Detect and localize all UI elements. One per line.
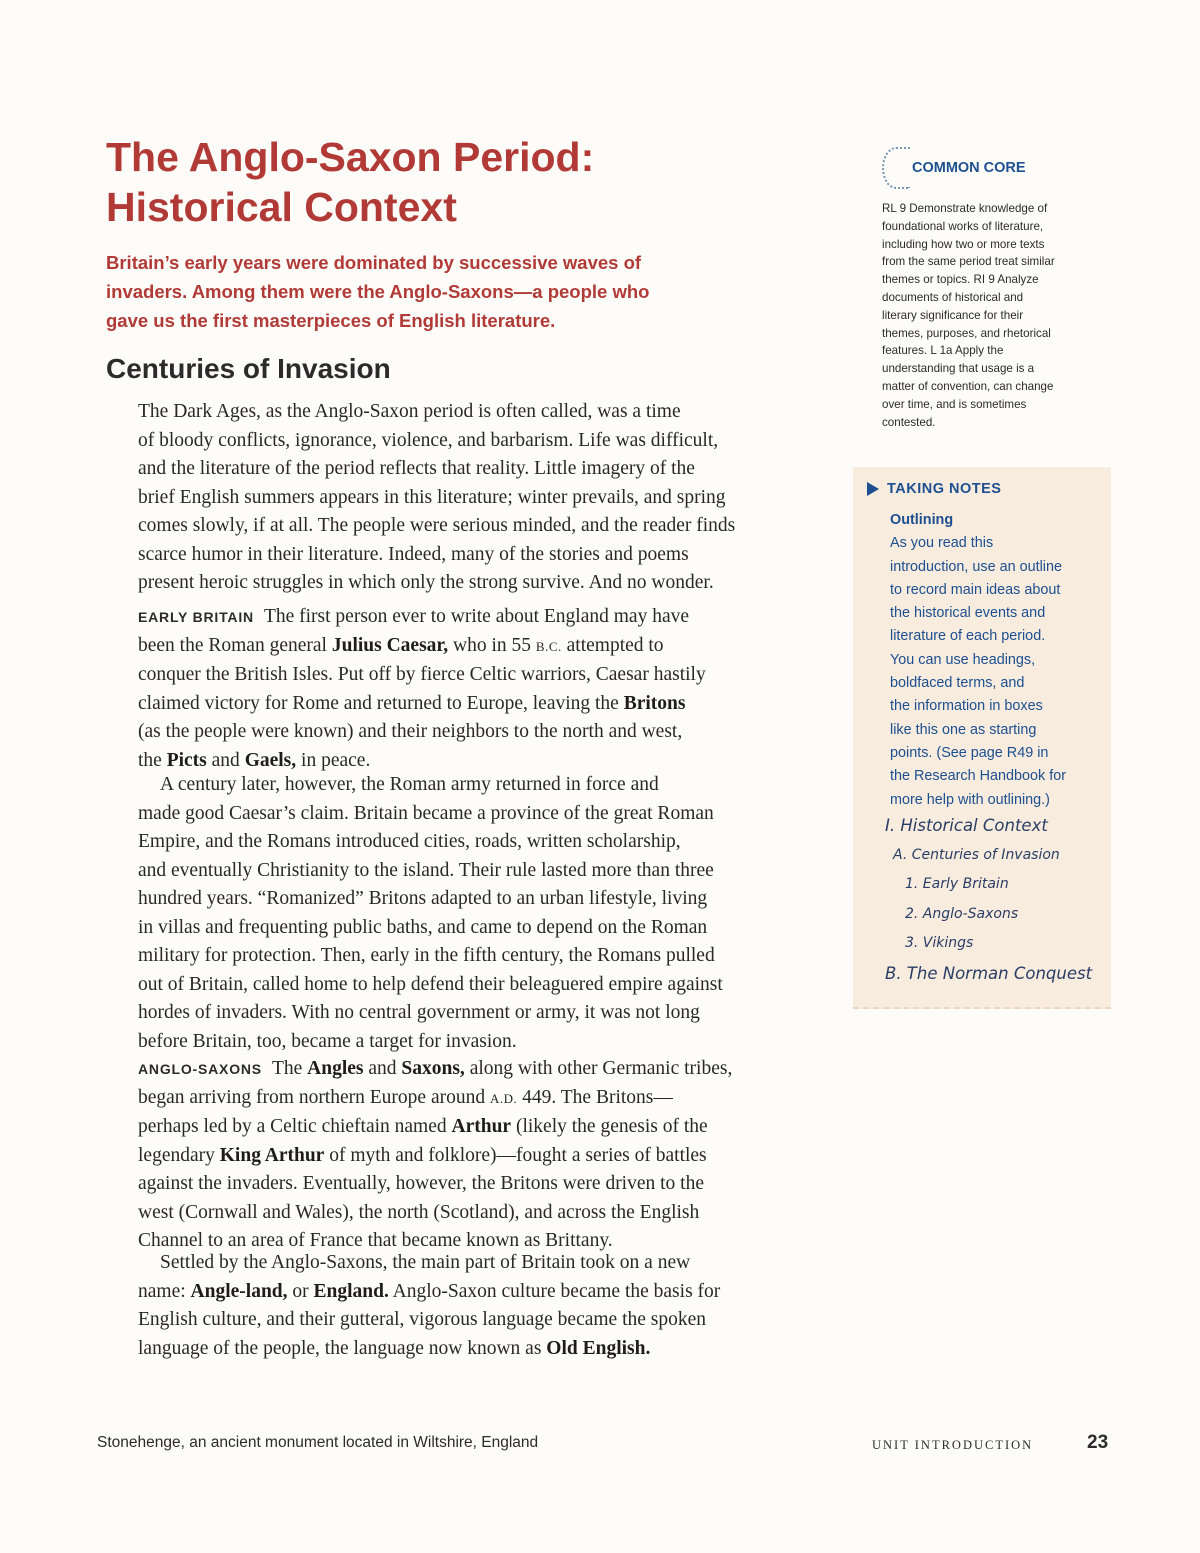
taking-notes-box — [853, 467, 1111, 1009]
text-run: The first person ever to write about England may have — [263, 606, 690, 627]
outline-item: A. Centuries of Invasion — [893, 846, 1060, 863]
paragraph-england — [138, 1249, 818, 1363]
standards-line: themes or topics. RI 9 Analyze — [882, 273, 1039, 287]
key-term: England. — [313, 1280, 389, 1302]
key-term: Angles — [307, 1058, 364, 1079]
run-in-heading: ANGLO-SAXONS — [138, 1061, 262, 1077]
era-abbrev: A.D. — [489, 1090, 518, 1106]
notes-line: points. (See page R49 in — [890, 744, 1049, 761]
key-term: Britons — [623, 692, 686, 714]
standards-line: from the same period treat similar — [882, 255, 1055, 269]
text-line — [138, 632, 818, 662]
text-run: began arriving from northern Europe around — [138, 1086, 490, 1108]
text-run: who in 55 — [448, 634, 536, 656]
common-core-header — [882, 146, 1102, 190]
text-line: present heroic struggles in which only the strong survive. And no wonder. — [138, 572, 714, 593]
text-line: hundred years. “Romanized” Britons adapted to an urban lifestyle, living — [138, 888, 708, 909]
text-line: (as the people were known) and their neighbors to the north and west, — [138, 721, 683, 742]
standards-line: understanding that usage is a — [882, 362, 1035, 376]
text-line: The Dark Ages, as the Anglo-Saxon period is often called, was a time — [138, 401, 681, 422]
text-line: and eventually Christianity to the island. Their rule lasted more than three — [138, 859, 714, 881]
standards-line: RL 9 Demonstrate knowledge of — [882, 202, 1048, 215]
text-run: The — [271, 1058, 308, 1079]
standards-line: documents of historical and — [882, 290, 1024, 304]
text-run: claimed victory for Rome and returned to Europe, leaving the — [138, 692, 624, 714]
outline-item: B. The Norman Conquest — [885, 963, 1093, 983]
text-line: Empire, and the Romans introduced cities, roads, written scholarship, — [138, 831, 681, 852]
notes-line: like this one as starting — [890, 721, 1037, 738]
text-line: in villas and frequenting public baths, and came to depend on the Roman — [138, 916, 708, 938]
key-term: Julius Caesar, — [331, 634, 449, 656]
text-run: and — [363, 1058, 402, 1079]
outline-item: 2. Anglo-Saxons — [905, 905, 1019, 922]
image-caption: Stonehenge, an ancient monument located in Wiltshire, England — [97, 1434, 539, 1451]
paragraph-roman-rule — [138, 771, 818, 1056]
text-line: against the invaders. Eventually, however, the Britons were driven to the — [138, 1173, 704, 1194]
text-run: of myth and folklore)—fought a series of battles — [324, 1144, 707, 1166]
text-run: attempted to — [561, 634, 664, 656]
notes-line: to record main ideas about — [890, 581, 1061, 598]
text-line: Settled by the Anglo-Saxons, the main part of Britain took on a new — [160, 1252, 691, 1273]
paragraph-early-britain — [138, 603, 818, 775]
text-line: made good Caesar’s claim. Britain became a province of the great Roman — [138, 802, 714, 824]
key-term: Arthur — [451, 1116, 512, 1137]
text-line: comes slowly, if at all. The people were serious minded, and the reader finds — [138, 515, 736, 536]
text-line: before Britain, too, became a target for invasion. — [138, 1030, 517, 1052]
intro-line: gave us the first masterpieces of English literature. — [106, 310, 556, 331]
intro-line: Britain’s early years were dominated by successive waves of — [106, 252, 642, 273]
text-run: Anglo-Saxon culture became the basis for — [388, 1280, 721, 1302]
unit-label: UNIT INTRODUCTION — [872, 1438, 1034, 1452]
intro-line: invaders. Among them were the Anglo-Saxons—a people who — [106, 281, 650, 302]
key-term: Gaels, — [244, 749, 297, 771]
text-run: or — [287, 1280, 314, 1302]
text-line: Channel to an area of France that became known as Brittany. — [138, 1230, 613, 1251]
text-line: and the literature of the period reflects that reality. Little imagery of the — [138, 458, 695, 479]
text-line — [138, 690, 818, 719]
page-number: 23 — [1087, 1432, 1109, 1453]
outline-item: I. Historical Context — [885, 816, 1048, 835]
text-line — [138, 1055, 818, 1084]
intro-deck — [106, 248, 746, 335]
standards-line: over time, and is sometimes — [882, 397, 1027, 411]
text-run: the — [138, 749, 167, 771]
text-line: English culture, and their gutteral, vigorous language became the spoken — [138, 1309, 707, 1330]
notes-line: the historical events and — [890, 605, 1046, 622]
text-line — [138, 1335, 818, 1364]
text-line: west (Cornwall and Wales), the north (Scotland), and across the English — [138, 1201, 700, 1223]
text-line: brief English summers appears in this literature; winter prevails, and spring — [138, 486, 726, 508]
play-arrow-icon — [867, 482, 879, 496]
title-line: The Anglo-Saxon Period: — [106, 134, 595, 180]
taking-notes-header — [867, 481, 1001, 497]
key-term: Saxons, — [401, 1058, 465, 1079]
outline-item: 1. Early Britain — [905, 876, 1009, 892]
section-heading: Centuries of Invasion — [106, 353, 391, 384]
key-term: Angle-land, — [190, 1280, 288, 1302]
key-term: Old English. — [546, 1337, 651, 1359]
taking-notes-title: TAKING NOTES — [887, 481, 1002, 497]
common-core-sidebar — [882, 146, 1102, 431]
era-abbrev: B.C. — [535, 638, 562, 654]
text-run: been the Roman general — [138, 634, 332, 656]
text-run: and — [206, 749, 245, 771]
text-line — [138, 1113, 818, 1142]
key-term: Picts — [166, 749, 207, 771]
notes-line: the Research Handbook for — [890, 768, 1066, 785]
text-line: hordes of invaders. With no central government or army, it was not long — [138, 1002, 700, 1023]
common-core-title: COMMON CORE — [912, 160, 1026, 176]
text-line: military for protection. Then, early in the fifth century, the Romans pulled — [138, 945, 715, 966]
text-line: out of Britain, called home to help defend their beleaguered empire against — [138, 973, 723, 995]
page-title — [106, 132, 746, 232]
text-run: perhaps led by a Celtic chieftain named — [138, 1116, 452, 1137]
standards-line: matter of convention, can change — [882, 379, 1054, 393]
title-line: Historical Context — [106, 184, 457, 230]
text-line: A century later, however, the Roman army returned in force and — [160, 774, 659, 795]
text-line — [138, 603, 818, 632]
text-line — [138, 1142, 818, 1171]
text-run: in peace. — [296, 749, 371, 771]
standards-line: literary significance for their — [882, 308, 1024, 322]
common-core-arc-icon — [882, 147, 910, 189]
paragraph-dark-ages — [138, 398, 818, 598]
text-run: 449. The Britons— — [517, 1086, 673, 1108]
notes-line: literature of each period. — [890, 628, 1046, 645]
text-run: legendary — [138, 1144, 220, 1166]
notes-lead-term: Outlining — [890, 512, 954, 528]
text-line: of bloody conflicts, ignorance, violence, and barbarism. Life was difficult, — [138, 429, 719, 451]
text-run: As you read this — [890, 535, 994, 552]
notes-line: introduction, use an outline — [890, 558, 1063, 575]
paragraph-anglo-saxons — [138, 1055, 818, 1256]
text-run: along with other Germanic tribes, — [464, 1058, 733, 1079]
run-in-heading: EARLY BRITAIN — [138, 609, 254, 625]
handwritten-outline — [885, 811, 1105, 988]
text-line — [138, 1278, 818, 1307]
text-line — [138, 1084, 818, 1114]
notes-line: the information in boxes — [890, 698, 1043, 715]
outline-item: 3. Vikings — [905, 935, 974, 951]
standards-line: features. L 1a Apply the — [882, 344, 1004, 358]
standards-line: foundational works of literature, — [882, 219, 1044, 233]
text-line: scarce humor in their literature. Indeed, many of the stories and poems — [138, 543, 689, 565]
text-run: (likely the genesis of the — [511, 1116, 708, 1137]
text-run: name: — [138, 1280, 191, 1302]
text-line: conquer the British Isles. Put off by fierce Celtic warriors, Caesar hastily — [138, 664, 706, 685]
text-run: language of the people, the language now known as — [138, 1337, 547, 1359]
notes-line — [890, 509, 1105, 556]
key-term: King Arthur — [219, 1144, 325, 1166]
standards-line: contested. — [882, 415, 936, 429]
standards-line: including how two or more texts — [882, 237, 1045, 251]
standards-text — [882, 200, 1102, 431]
taking-notes-text — [890, 509, 1105, 812]
notes-line: boldfaced terms, and — [890, 675, 1025, 692]
standards-line: themes, purposes, and rhetorical — [882, 326, 1051, 340]
notes-line: more help with outlining.) — [890, 791, 1050, 808]
notes-line: You can use headings, — [890, 651, 1036, 668]
